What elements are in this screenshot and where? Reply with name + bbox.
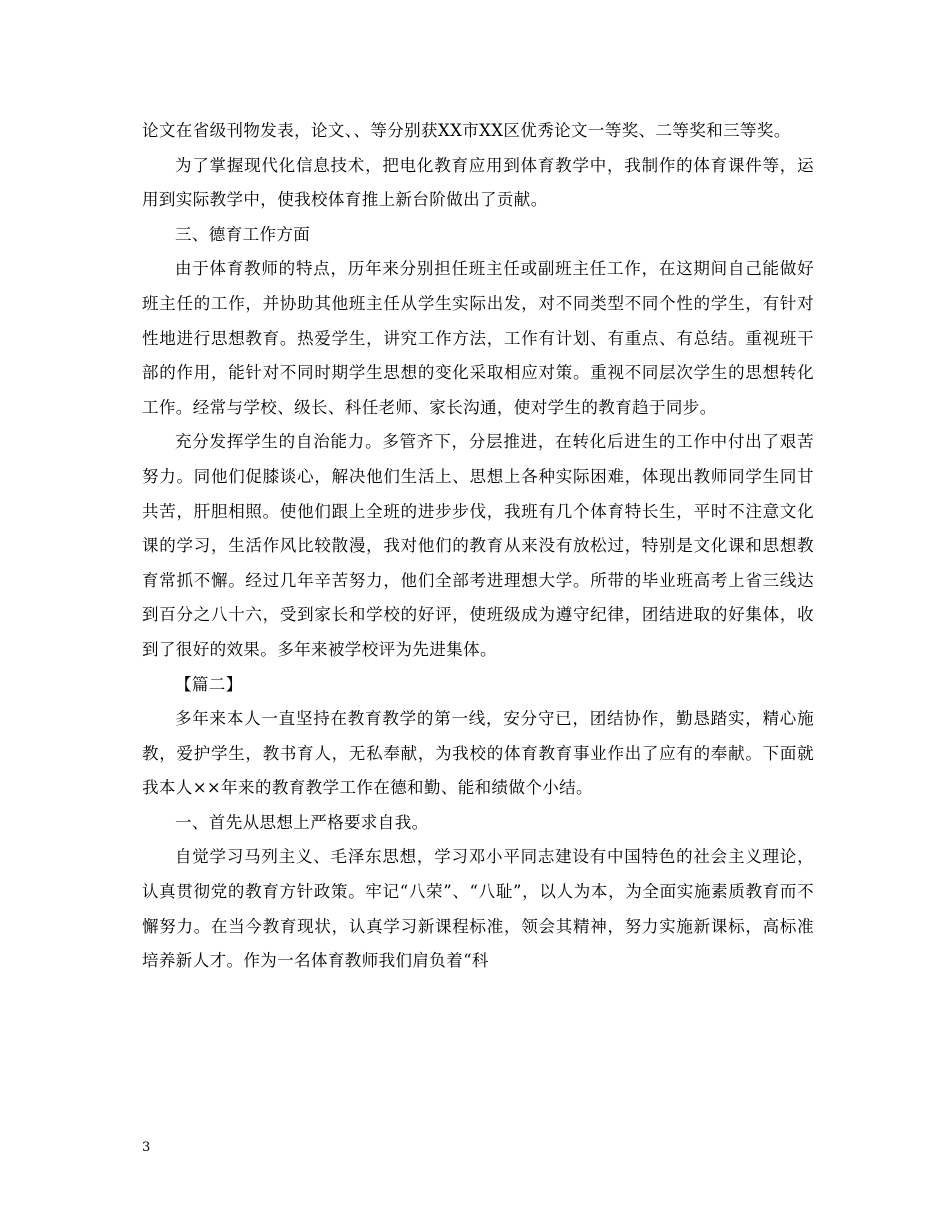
section-heading-moral-education: 三、德育工作方面	[175, 224, 311, 244]
paragraph-4: 充分发挥学生的自治能力。多管齐下，分层推进，在转化后进生的工作中付出了艰苦努力。同他们促膝谈心，解决他们生活上、思想上各种实际困难，体现出教师同学生同甘共苦，肝胆相照。使他们跟上全班的进步步伐，我班有几个体育特长生，平时不注意文化课的学习，生活作风比较散漫，我对他们的教育从来没有放松过，特别是文化课和思想教育常抓不懈。经过几年辛苦努力，他们全部考进理想大学。所带的毕业班高考上省三线达到百分之八十六，受到家长和学校的好评，使班级成为遵守纪律，团结进取的好集体，收到了很好的效果。多年来被学校评为先进集体。	[142, 432, 814, 659]
document-body	[142, 114, 814, 979]
paragraph-6: 自觉学习马列主义、毛泽东思想，学习邓小平同志建设有中国特色的社会主义理论，认真贯彻党的教育方针政策。牢记“八荣”、“八耻”，以人为本，为全面实施素质教育而不懈努力。在当今教育现状，认真学习新课程标准，领会其精神，努力实施新课标，高标准培养新人才。作为一名体育教师我们肩负着“科	[142, 847, 814, 971]
section-heading-part-two: 【篇二】	[175, 674, 243, 694]
paragraph-1: 论文在省级刊物发表，论文、、等分别获XX市XX区优秀论文一等奖、二等奖和三等奖。	[142, 121, 791, 140]
paragraph-2: 为了掌握现代化信息技术，把电化教育应用到体育教学中，我制作的体育课件等，运用到实际教学中，使我校体育推上新台阶做出了贡献。	[142, 155, 814, 210]
paragraph-5: 多年来本人一直坚持在教育教学的第一线，安分守已，团结协作，勤恳踏实，精心施教，爱护学生，教书育人，无私奉献，为我校的体育教育事业作出了应有的奉献。下面就我本人××年来的教育教学工作在德和勤、能和绩做个小结。	[142, 709, 814, 798]
page-number: 3	[142, 1140, 151, 1155]
section-heading-ideology: 一、首先从思想上严格要求自我。	[175, 812, 429, 832]
paragraph-3: 由于体育教师的特点，历年来分别担任班主任或副班主任工作，在这期间自己能做好班主任的工作，并协助其他班主任从学生实际出发，对不同类型不同个性的学生，有针对性地进行思想教育。热爱学生，讲究工作方法，工作有计划、有重点、有总结。重视班干部的作用，能针对不同时期学生思想的变化采取相应对策。重视不同层次学生的思想转化工作。经常与学校、级长、科任老师、家长沟通，使对学生的教育趋于同步。	[142, 259, 814, 417]
